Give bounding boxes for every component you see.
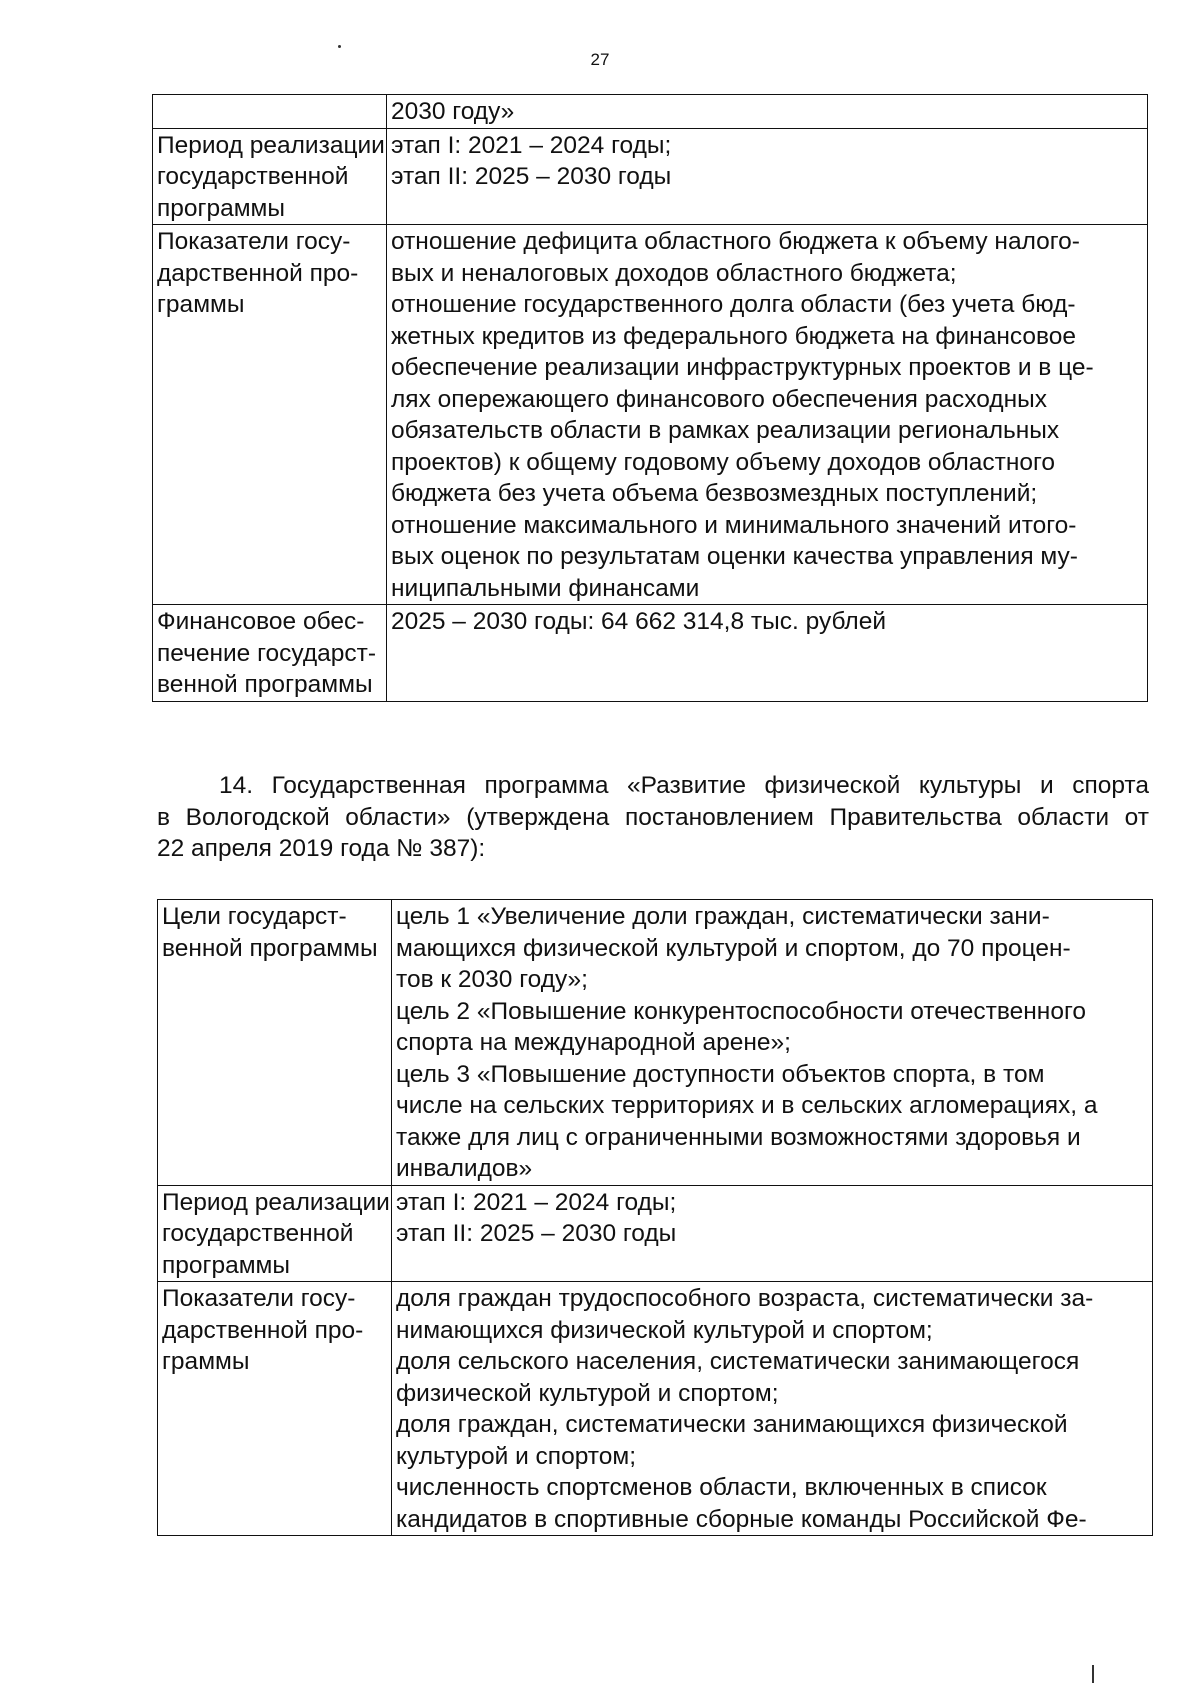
text-line: Период реализации: [162, 1188, 390, 1216]
row-value: [387, 95, 1148, 129]
text-line: цель 2 «Повышение конкурентоспособности отечественного: [396, 997, 1086, 1025]
text-line: Цели государст-: [162, 903, 347, 930]
table-row: [153, 95, 1148, 129]
text-line: отношение максимального и минимального значений итого-: [391, 511, 1077, 539]
text-line: этап I: 2021 – 2024 годы;: [391, 131, 672, 159]
text-line: доля граждан трудоспособного возраста, систематически за-: [396, 1285, 1094, 1312]
text-line: бюджета без учета объема безвозмездных поступлений;: [391, 480, 1038, 507]
table-row: [158, 1282, 1153, 1536]
text-line: обязательств области в рамках реализации региональных: [391, 417, 1060, 444]
row-value: [392, 1185, 1153, 1282]
text-line: численность спортсменов области, включенных в список: [396, 1474, 1047, 1501]
text-line: тов к 2030 году»;: [396, 966, 588, 993]
text-line: государственной: [157, 163, 349, 190]
row-value: [387, 605, 1148, 702]
text-line: дарственной про-: [162, 1316, 364, 1344]
text-line: 2025 – 2030 годы: 64 662 314,8 тыс. рублей: [391, 608, 887, 635]
text-line: Показатели госу-: [162, 1285, 356, 1312]
text-line: доля граждан, систематически занимающихся физической: [396, 1411, 1068, 1438]
text-line: спорта на международной арене»;: [396, 1029, 791, 1056]
row-value: [392, 1282, 1153, 1536]
text-line: вых и неналоговых доходов областного бюджета;: [391, 259, 957, 287]
row-label: [153, 605, 387, 702]
text-line: этап II: 2025 – 2030 годы: [396, 1220, 677, 1247]
text-line: нимающихся физической культурой и спортом;: [396, 1316, 933, 1344]
scan-mark: [1092, 1665, 1094, 1683]
row-value: [387, 225, 1148, 605]
text-line: мающихся физической культурой и спортом, до 70 процен-: [396, 934, 1071, 962]
text-line: венной программы: [162, 934, 378, 962]
text-line: граммы: [162, 1348, 250, 1375]
text-line: в Вологодской области» (утверждена постановлением Правительства области от: [157, 803, 1149, 831]
text-line: культурой и спортом;: [396, 1442, 637, 1470]
section-14-paragraph: [157, 770, 1149, 865]
text-line: этап I: 2021 – 2024 годы;: [396, 1188, 677, 1216]
text-line: Показатели госу-: [157, 228, 351, 255]
row-label: [158, 900, 392, 1186]
row-label: [153, 128, 387, 225]
text-line: этап II: 2025 – 2030 годы: [391, 163, 672, 190]
text-line: ниципальными финансами: [391, 574, 700, 602]
row-value: [387, 128, 1148, 225]
text-line: отношение дефицита областного бюджета к объему налого-: [391, 228, 1080, 255]
table-row: [158, 900, 1153, 1186]
text-line: также для лиц с ограниченными возможностями здоровья и: [396, 1123, 1081, 1151]
page-number: 27: [590, 50, 610, 69]
text-line: 14. Государственная программа «Развитие физической культуры и спорта: [219, 772, 1149, 799]
text-line: инвалидов»: [396, 1155, 533, 1182]
text-line: Финансовое обес-: [157, 608, 365, 635]
text-line: вых оценок по результатам оценки качества управления му-: [391, 543, 1078, 570]
text-line: Период реализации: [157, 131, 385, 159]
text-line: физической культурой и спортом;: [396, 1379, 779, 1407]
text-line: 22 апреля 2019 года № 387):: [157, 835, 486, 862]
row-label: [153, 95, 387, 129]
text-line: цель 1 «Увеличение доли граждан, систематически зани-: [396, 903, 1050, 930]
table-row: [158, 1185, 1153, 1282]
text-line: граммы: [157, 291, 245, 318]
text-line: дарственной про-: [157, 259, 359, 287]
text-line: программы: [157, 194, 286, 222]
row-label: [153, 225, 387, 605]
table-row: [153, 128, 1148, 225]
text-line: проектов) к общему годовому объему доходов областного: [391, 448, 1056, 476]
text-line: лях опережающего финансового обеспечения расходных: [391, 385, 1047, 413]
text-line: числе на сельских территориях и в сельских агломерациях, а: [396, 1092, 1098, 1119]
text-line: 2030 году»: [391, 98, 515, 125]
text-line: жетных кредитов из федерального бюджета на финансовое: [391, 322, 1076, 350]
table-row: [153, 225, 1148, 605]
text-line: венной программы: [157, 671, 373, 698]
text-line: государственной: [162, 1220, 354, 1247]
text-line: программы: [162, 1251, 291, 1279]
text-line: цель 3 «Повышение доступности объектов спорта, в том: [396, 1060, 1045, 1088]
row-label: [158, 1185, 392, 1282]
text-line: обеспечение реализации инфраструктурных проектов и в це-: [391, 354, 1094, 381]
row-value: [392, 900, 1153, 1186]
text-line: кандидатов в спортивные сборные команды Российской Фе-: [396, 1505, 1087, 1533]
text-line: отношение государственного долга области (без учета бюд-: [391, 291, 1076, 318]
row-label: [158, 1282, 392, 1536]
scan-speck: [338, 45, 341, 48]
text-line: доля сельского населения, систематически занимающегося: [396, 1348, 1080, 1375]
passport-table-1: [152, 94, 1148, 702]
text-line: печение государст-: [157, 639, 377, 667]
table-row: [153, 605, 1148, 702]
passport-table-2: [157, 899, 1153, 1536]
